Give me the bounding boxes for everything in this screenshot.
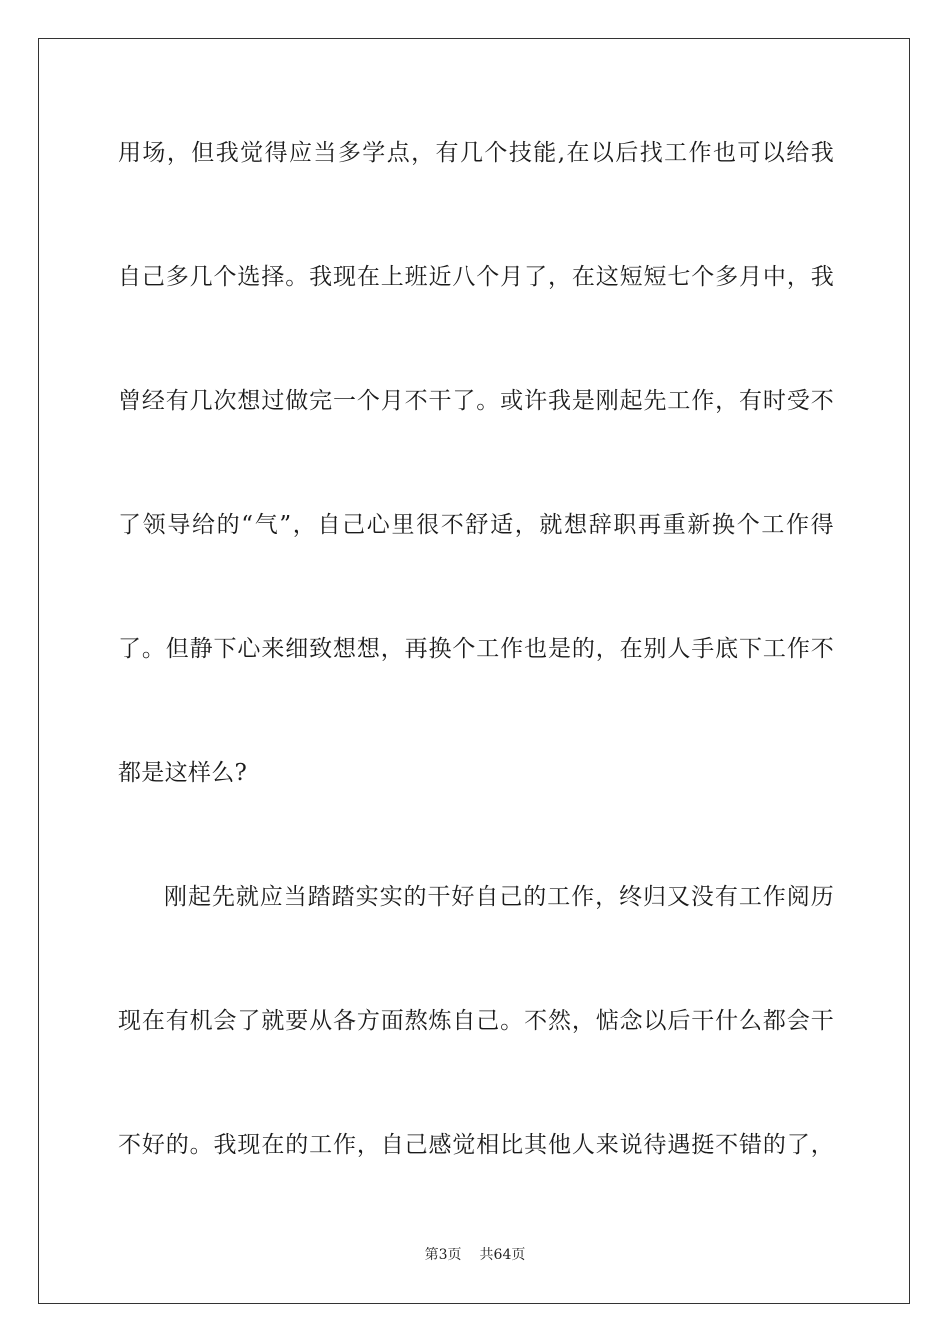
body-text-line-7: 刚起先就应当踏踏实实的干好自己的工作，终归又没有工作阅历 <box>164 884 834 910</box>
body-text-line-4: 了领导给的“气”，自己心里很不舒适，就想辞职再重新换个工作得 <box>118 512 834 538</box>
page-number: 第3页 <box>424 1247 462 1263</box>
page-border <box>38 38 910 1304</box>
body-text-line-6: 都是这样么? <box>118 760 248 786</box>
body-text-line-5: 了。但静下心来细致想想，再换个工作也是的，在别人手底下工作不 <box>118 636 834 662</box>
body-text-line-3: 曾经有几次想过做完一个月不干了。或许我是刚起先工作，有时受不 <box>118 388 834 414</box>
body-text-line-9: 不好的。我现在的工作，自己感觉相比其他人来说待遇挺不错的了， <box>118 1132 834 1158</box>
body-text-line-1: 用场，但我觉得应当多学点，有几个技能,在以后找工作也可以给我 <box>118 140 834 166</box>
page-total: 共64页 <box>479 1247 526 1263</box>
body-text-line-2: 自己多几个选择。我现在上班近八个月了，在这短短七个多月中，我 <box>118 264 834 290</box>
body-text-line-8: 现在有机会了就要从各方面熬炼自己。不然，惦念以后干什么都会干 <box>118 1008 834 1034</box>
page-footer <box>0 1246 950 1264</box>
